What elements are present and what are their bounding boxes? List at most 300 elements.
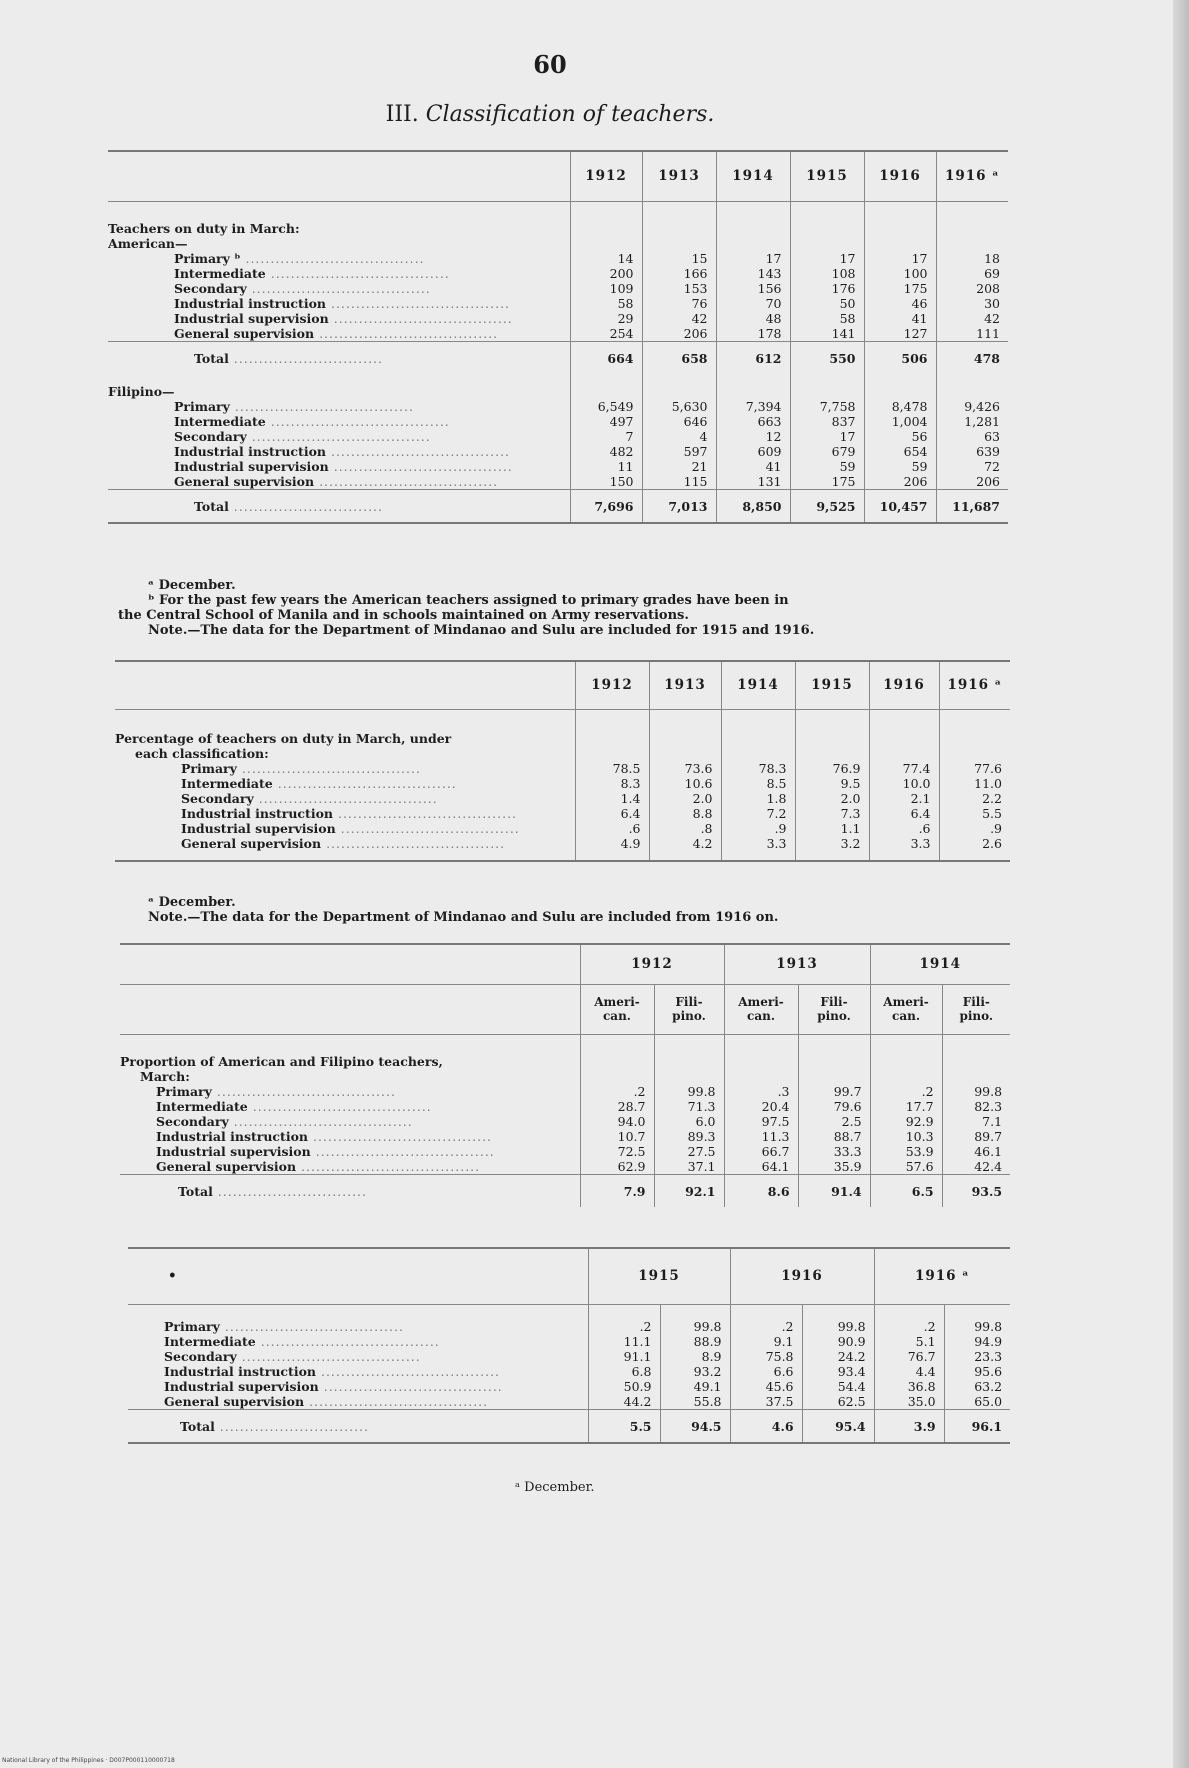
cell: 497 xyxy=(570,414,642,429)
cell: 7,013 xyxy=(642,490,716,524)
col-1914: 1914 xyxy=(721,661,795,709)
cell: 99.8 xyxy=(660,1319,730,1334)
cell: 49.1 xyxy=(660,1379,730,1394)
cell: 42.4 xyxy=(942,1159,1010,1175)
cell: 48 xyxy=(716,311,790,326)
cell: 42 xyxy=(936,311,1008,326)
cell: 78.3 xyxy=(721,761,795,776)
cell: 56 xyxy=(864,429,936,444)
row-label: General supervision xyxy=(174,474,315,489)
cell: 127 xyxy=(864,326,936,342)
cell: 65.0 xyxy=(944,1394,1010,1410)
table1-notes xyxy=(118,578,1018,638)
table-row: Primary .................................... 6,549 5,630 7,394 7,758 8,478 9,426 xyxy=(108,399,1008,414)
cell: 550 xyxy=(790,342,864,375)
cell: 37.1 xyxy=(654,1159,724,1175)
sub-filipino: Fili- pino. xyxy=(654,984,724,1034)
table-row: Intermediate .................................... 497 646 663 837 1,004 1,281 xyxy=(108,414,1008,429)
row-label: Industrial supervision xyxy=(164,1379,319,1394)
cell: 17 xyxy=(790,429,864,444)
table-row: Industrial instruction .................................... 58 76 70 50 46 30 xyxy=(108,296,1008,311)
table-row: Primary ᵇ .................................... 14 15 17 17 17 18 xyxy=(108,251,1008,266)
section-label-line2: March: xyxy=(140,1069,190,1084)
cell: 5.1 xyxy=(874,1334,944,1349)
row-label: Industrial supervision xyxy=(174,311,329,326)
cell: 9,426 xyxy=(936,399,1008,414)
row-label: Secondary xyxy=(174,281,247,296)
cell: 166 xyxy=(642,266,716,281)
cell: 3.3 xyxy=(869,836,939,851)
col-1916: 1916 xyxy=(864,151,936,201)
year-1916: 1916 xyxy=(730,1248,874,1304)
row-label: Industrial instruction xyxy=(181,806,333,821)
row-label: Industrial supervision xyxy=(174,459,329,474)
cell: 1.8 xyxy=(721,791,795,806)
cell: 27.5 xyxy=(654,1144,724,1159)
cell: 37.5 xyxy=(730,1394,802,1410)
cell: 200 xyxy=(570,266,642,281)
title-text: Classification of teachers. xyxy=(425,102,715,127)
table-row: Primary .................................... .2 99.8 .3 99.7 .2 99.8 xyxy=(120,1084,1010,1099)
cell: 10,457 xyxy=(864,490,936,524)
cell: 8.9 xyxy=(660,1349,730,1364)
note: Note.—The data for the Department of Mindanao and Sulu are included from 1916 on. xyxy=(148,910,779,925)
cell: 53.9 xyxy=(870,1144,942,1159)
cell: 1.4 xyxy=(575,791,649,806)
cell: 4.9 xyxy=(575,836,649,851)
cell: 175 xyxy=(864,281,936,296)
cell: 6.5 xyxy=(870,1175,942,1208)
proportion-table-1912-1914 xyxy=(120,943,1010,1207)
table-row: Industrial supervision .................................... 50.9 49.1 45.6 54.4 36.8 63.2 xyxy=(128,1379,1010,1394)
cell: 17 xyxy=(864,251,936,266)
cell: 206 xyxy=(936,474,1008,490)
cell: 97.5 xyxy=(724,1114,798,1129)
cell: 658 xyxy=(642,342,716,375)
table-row: Secondary .................................... 109 153 156 176 175 208 xyxy=(108,281,1008,296)
cell: 89.7 xyxy=(942,1129,1010,1144)
cell: 254 xyxy=(570,326,642,342)
col-1913: 1913 xyxy=(649,661,721,709)
col-1916a: 1916 ᵃ xyxy=(939,661,1010,709)
page-title xyxy=(180,102,920,127)
cell: 17 xyxy=(790,251,864,266)
cell: .2 xyxy=(874,1319,944,1334)
cell: 482 xyxy=(570,444,642,459)
table-row: Total .............................. 7.9 92.1 8.6 91.4 6.5 93.5 xyxy=(120,1175,1010,1208)
cell: 2.6 xyxy=(939,836,1010,851)
cell: 8,850 xyxy=(716,490,790,524)
table-row: Intermediate .................................... 28.7 71.3 20.4 79.6 17.7 82.3 xyxy=(120,1099,1010,1114)
year-1915: 1915 xyxy=(588,1248,730,1304)
cell: 654 xyxy=(864,444,936,459)
row-label: Total xyxy=(194,350,229,366)
col-1916a: 1916 ᵃ xyxy=(936,151,1008,201)
row-label: Secondary xyxy=(181,791,254,806)
cell: 111 xyxy=(936,326,1008,342)
table-row: Intermediate .................................... 11.1 88.9 9.1 90.9 5.1 94.9 xyxy=(128,1334,1010,1349)
row-label: Secondary xyxy=(174,429,247,444)
cell: 23.3 xyxy=(944,1349,1010,1364)
table-row: Secondary .................................... 91.1 8.9 75.8 24.2 76.7 23.3 xyxy=(128,1349,1010,1364)
cell: 5.5 xyxy=(588,1410,660,1444)
cell: 36.8 xyxy=(874,1379,944,1394)
cell: 57.6 xyxy=(870,1159,942,1175)
cell: .6 xyxy=(869,821,939,836)
cell: 4.6 xyxy=(730,1410,802,1444)
cell: 208 xyxy=(936,281,1008,296)
cell: 62.9 xyxy=(580,1159,654,1175)
percentage-table xyxy=(115,660,1010,862)
cell: 1.1 xyxy=(795,821,869,836)
note: Note.—The data for the Department of Mindanao and Sulu are included for 1915 and 1916. xyxy=(148,623,815,638)
cell: 3.3 xyxy=(721,836,795,851)
cell: 109 xyxy=(570,281,642,296)
cell: 7.2 xyxy=(721,806,795,821)
cell: 206 xyxy=(864,474,936,490)
cell: 14 xyxy=(570,251,642,266)
footnote-b-line1: ᵇ For the past few years the American teachers assigned to primary grades have been in xyxy=(148,593,789,608)
col-1914: 1914 xyxy=(716,151,790,201)
cell: 35.9 xyxy=(798,1159,870,1175)
cell: 6.4 xyxy=(869,806,939,821)
cell: .8 xyxy=(649,821,721,836)
sub-american: Ameri- can. xyxy=(870,984,942,1034)
cell: 63 xyxy=(936,429,1008,444)
cell: .9 xyxy=(939,821,1010,836)
table-row: Industrial instruction .................................... 6.8 93.2 6.6 93.4 4.4 95.6 xyxy=(128,1364,1010,1379)
table-row: Industrial supervision .................................... 29 42 48 58 41 42 xyxy=(108,311,1008,326)
row-label: Intermediate xyxy=(156,1099,248,1114)
table-row: Secondary .................................... 1.4 2.0 1.8 2.0 2.1 2.2 xyxy=(115,791,1010,806)
cell: .2 xyxy=(588,1319,660,1334)
row-label: Intermediate xyxy=(164,1334,256,1349)
cell: 17.7 xyxy=(870,1099,942,1114)
cell: 2.5 xyxy=(798,1114,870,1129)
cell: 175 xyxy=(790,474,864,490)
row-label: Primary ᵇ xyxy=(174,251,241,266)
cell: 478 xyxy=(936,342,1008,375)
cell: 108 xyxy=(790,266,864,281)
cell: 95.6 xyxy=(944,1364,1010,1379)
cell: .9 xyxy=(721,821,795,836)
cell: 78.5 xyxy=(575,761,649,776)
col-1916: 1916 xyxy=(869,661,939,709)
cell: 11.3 xyxy=(724,1129,798,1144)
cell: 29 xyxy=(570,311,642,326)
table-row: Industrial supervision .................................... 72.5 27.5 66.7 33.3 53.9 46.1 xyxy=(120,1144,1010,1159)
cell: 15 xyxy=(642,251,716,266)
sub-filipino: Fili- pino. xyxy=(942,984,1010,1034)
cell: 30 xyxy=(936,296,1008,311)
table-row: Industrial instruction .................................... 6.4 8.8 7.2 7.3 6.4 5.5 xyxy=(115,806,1010,821)
table-row: Total .............................. 7,696 7,013 8,850 9,525 10,457 11,687 xyxy=(108,490,1008,524)
row-label: Total xyxy=(178,1183,213,1199)
cell: .2 xyxy=(870,1084,942,1099)
cell: 6.8 xyxy=(588,1364,660,1379)
row-label: Secondary xyxy=(164,1349,237,1364)
cell: 46.1 xyxy=(942,1144,1010,1159)
cell: 62.5 xyxy=(802,1394,874,1410)
table-row: Total .............................. 5.5 94.5 4.6 95.4 3.9 96.1 xyxy=(128,1410,1010,1444)
cell: 153 xyxy=(642,281,716,296)
cell: 99.8 xyxy=(942,1084,1010,1099)
year-1916a: 1916 ᵃ xyxy=(874,1248,1010,1304)
cell: 42 xyxy=(642,311,716,326)
cell: 6.6 xyxy=(730,1364,802,1379)
year-1914: 1914 xyxy=(870,944,1010,984)
footnote-b-line2: the Central School of Manila and in schools maintained on Army reservations. xyxy=(118,608,689,623)
cell: 41 xyxy=(716,459,790,474)
table2-notes xyxy=(118,895,1018,925)
cell: 66.7 xyxy=(724,1144,798,1159)
cell: 41 xyxy=(864,311,936,326)
cell: 2.2 xyxy=(939,791,1010,806)
table-row: Industrial supervision .................................... .6 .8 .9 1.1 .6 .9 xyxy=(115,821,1010,836)
cell: 131 xyxy=(716,474,790,490)
row-label: Intermediate xyxy=(181,776,273,791)
cell: 5.5 xyxy=(939,806,1010,821)
cell: 92.1 xyxy=(654,1175,724,1208)
cell: 20.4 xyxy=(724,1099,798,1114)
col-1913: 1913 xyxy=(642,151,716,201)
row-label: General supervision xyxy=(156,1159,297,1174)
scan-credit: National Library of the Philippines · D007P000110000718 xyxy=(2,1757,175,1764)
page-number: 60 xyxy=(533,50,567,79)
row-label: Intermediate xyxy=(174,414,266,429)
cell: 69 xyxy=(936,266,1008,281)
col-1915: 1915 xyxy=(795,661,869,709)
cell: 8.8 xyxy=(649,806,721,821)
cell: 93.2 xyxy=(660,1364,730,1379)
cell: 7 xyxy=(570,429,642,444)
year-1913: 1913 xyxy=(724,944,870,984)
cell: 1,004 xyxy=(864,414,936,429)
page-edge-shadow xyxy=(1173,0,1189,1768)
proportion-table-1915-1916 xyxy=(128,1247,1010,1444)
cell: 99.8 xyxy=(802,1319,874,1334)
cell: 7.1 xyxy=(942,1114,1010,1129)
cell: 7,696 xyxy=(570,490,642,524)
cell: 6.4 xyxy=(575,806,649,821)
filipino-heading: Filipino— xyxy=(108,384,175,399)
table-row: Secondary .................................... 94.0 6.0 97.5 2.5 92.9 7.1 xyxy=(120,1114,1010,1129)
cell: 11 xyxy=(570,459,642,474)
cell: 8.6 xyxy=(724,1175,798,1208)
cell: 18 xyxy=(936,251,1008,266)
cell: 1,281 xyxy=(936,414,1008,429)
row-label: Industrial supervision xyxy=(181,821,336,836)
cell: 94.9 xyxy=(944,1334,1010,1349)
year-1912: 1912 xyxy=(580,944,724,984)
section-label-line1: Proportion of American and Filipino teachers, xyxy=(120,1054,443,1069)
row-label: Industrial instruction xyxy=(164,1364,316,1379)
cell: 11.1 xyxy=(588,1334,660,1349)
cell: 50 xyxy=(790,296,864,311)
cell: 4 xyxy=(642,429,716,444)
cell: 150 xyxy=(570,474,642,490)
cell: 679 xyxy=(790,444,864,459)
cell: 76 xyxy=(642,296,716,311)
cell: 206 xyxy=(642,326,716,342)
cell: 9.5 xyxy=(795,776,869,791)
row-label: Primary xyxy=(181,761,237,776)
cell: 64.1 xyxy=(724,1159,798,1175)
cell: 639 xyxy=(936,444,1008,459)
sub-filipino: Fili- pino. xyxy=(798,984,870,1034)
row-label: General supervision xyxy=(164,1394,305,1409)
table-row: Industrial instruction .................................... 10.7 89.3 11.3 88.7 10.3 89.7 xyxy=(120,1129,1010,1144)
table-row: General supervision .................................... 150 115 131 175 206 206 xyxy=(108,474,1008,490)
cell: 58 xyxy=(570,296,642,311)
cell: 7,758 xyxy=(790,399,864,414)
cell: 99.8 xyxy=(944,1319,1010,1334)
cell: 10.0 xyxy=(869,776,939,791)
table-row: Industrial supervision .................................... 11 21 41 59 59 72 xyxy=(108,459,1008,474)
row-label: Primary xyxy=(174,399,230,414)
cell: 28.7 xyxy=(580,1099,654,1114)
cell: 156 xyxy=(716,281,790,296)
cell: 663 xyxy=(716,414,790,429)
cell: 597 xyxy=(642,444,716,459)
footnote-bottom: ᵃ December. xyxy=(515,1480,595,1495)
cell: 664 xyxy=(570,342,642,375)
row-label: General supervision xyxy=(181,836,322,851)
cell: .6 xyxy=(575,821,649,836)
cell: 93.5 xyxy=(942,1175,1010,1208)
footnote-a: ᵃ December. xyxy=(148,578,236,593)
cell: 141 xyxy=(790,326,864,342)
row-label: Intermediate xyxy=(174,266,266,281)
table-row: General supervision .................................... 62.9 37.1 64.1 35.9 57.6 42.4 xyxy=(120,1159,1010,1175)
cell: 3.2 xyxy=(795,836,869,851)
table-row: Secondary .................................... 7 4 12 17 56 63 xyxy=(108,429,1008,444)
cell: 8.3 xyxy=(575,776,649,791)
cell: 73.6 xyxy=(649,761,721,776)
cell: 609 xyxy=(716,444,790,459)
cell: 612 xyxy=(716,342,790,375)
cell: 10.7 xyxy=(580,1129,654,1144)
cell: 93.4 xyxy=(802,1364,874,1379)
col-1915: 1915 xyxy=(790,151,864,201)
cell: 91.4 xyxy=(798,1175,870,1208)
cell: 17 xyxy=(716,251,790,266)
cell: 4.2 xyxy=(649,836,721,851)
cell: 6.0 xyxy=(654,1114,724,1129)
table-row: General supervision .................................... 254 206 178 141 127 111 xyxy=(108,326,1008,342)
cell: 89.3 xyxy=(654,1129,724,1144)
cell: 75.8 xyxy=(730,1349,802,1364)
cell: 7.9 xyxy=(580,1175,654,1208)
row-label: Primary xyxy=(156,1084,212,1099)
cell: 79.6 xyxy=(798,1099,870,1114)
cell: 33.3 xyxy=(798,1144,870,1159)
sub-american: Ameri- can. xyxy=(580,984,654,1034)
cell: 70 xyxy=(716,296,790,311)
row-label: Total xyxy=(194,498,229,514)
section-label: Teachers on duty in March: xyxy=(108,221,300,236)
row-label: Industrial instruction xyxy=(174,296,326,311)
cell: 63.2 xyxy=(944,1379,1010,1394)
cell: 12 xyxy=(716,429,790,444)
col-1912: 1912 xyxy=(575,661,649,709)
cell: 59 xyxy=(864,459,936,474)
cell: 94.0 xyxy=(580,1114,654,1129)
row-label: Total xyxy=(180,1418,215,1434)
cell: 100 xyxy=(864,266,936,281)
cell: 2.0 xyxy=(795,791,869,806)
section-label-line2: each classification: xyxy=(135,746,269,761)
cell: 58 xyxy=(790,311,864,326)
section-label-line1: Percentage of teachers on duty in March, under xyxy=(115,731,452,746)
cell: 11,687 xyxy=(936,490,1008,524)
cell: 46 xyxy=(864,296,936,311)
cell: 77.4 xyxy=(869,761,939,776)
cell: 178 xyxy=(716,326,790,342)
row-label: General supervision xyxy=(174,326,315,341)
table-row: Intermediate .................................... 200 166 143 108 100 69 xyxy=(108,266,1008,281)
sub-american: Ameri- can. xyxy=(724,984,798,1034)
cell: 90.9 xyxy=(802,1334,874,1349)
cell: 6,549 xyxy=(570,399,642,414)
cell: 54.4 xyxy=(802,1379,874,1394)
cell: 7.3 xyxy=(795,806,869,821)
cell: 99.8 xyxy=(654,1084,724,1099)
cell: 9,525 xyxy=(790,490,864,524)
cell: 7,394 xyxy=(716,399,790,414)
cell: 92.9 xyxy=(870,1114,942,1129)
cell: 50.9 xyxy=(588,1379,660,1394)
footnote-a: ᵃ December. xyxy=(148,895,236,910)
cell: 76.7 xyxy=(874,1349,944,1364)
cell: 10.3 xyxy=(870,1129,942,1144)
cell: 59 xyxy=(790,459,864,474)
cell: 45.6 xyxy=(730,1379,802,1394)
cell: 71.3 xyxy=(654,1099,724,1114)
cell: 115 xyxy=(642,474,716,490)
table-row: Intermediate .................................... 8.3 10.6 8.5 9.5 10.0 11.0 xyxy=(115,776,1010,791)
cell: 646 xyxy=(642,414,716,429)
cell: 837 xyxy=(790,414,864,429)
cell: 21 xyxy=(642,459,716,474)
cell: 8.5 xyxy=(721,776,795,791)
cell: .2 xyxy=(730,1319,802,1334)
cell: 88.9 xyxy=(660,1334,730,1349)
row-label: Industrial instruction xyxy=(174,444,326,459)
cell: 96.1 xyxy=(944,1410,1010,1444)
table-row: Primary .................................... .2 99.8 .2 99.8 .2 99.8 xyxy=(128,1319,1010,1334)
cell: 8,478 xyxy=(864,399,936,414)
col-1912: 1912 xyxy=(570,151,642,201)
title-roman: III. xyxy=(385,102,419,127)
cell: 72.5 xyxy=(580,1144,654,1159)
cell: 82.3 xyxy=(942,1099,1010,1114)
row-label: Secondary xyxy=(156,1114,229,1129)
cell: 77.6 xyxy=(939,761,1010,776)
row-label: Industrial instruction xyxy=(156,1129,308,1144)
cell: .2 xyxy=(580,1084,654,1099)
cell: 91.1 xyxy=(588,1349,660,1364)
american-heading: American— xyxy=(108,236,188,251)
cell: 11.0 xyxy=(939,776,1010,791)
cell: 88.7 xyxy=(798,1129,870,1144)
cell: 35.0 xyxy=(874,1394,944,1410)
cell: .3 xyxy=(724,1084,798,1099)
stub-mark: • xyxy=(128,1248,588,1304)
table-row: General supervision .................................... 44.2 55.8 37.5 62.5 35.0 65.0 xyxy=(128,1394,1010,1410)
cell: 9.1 xyxy=(730,1334,802,1349)
table-row: Industrial instruction .................................... 482 597 609 679 654 639 xyxy=(108,444,1008,459)
